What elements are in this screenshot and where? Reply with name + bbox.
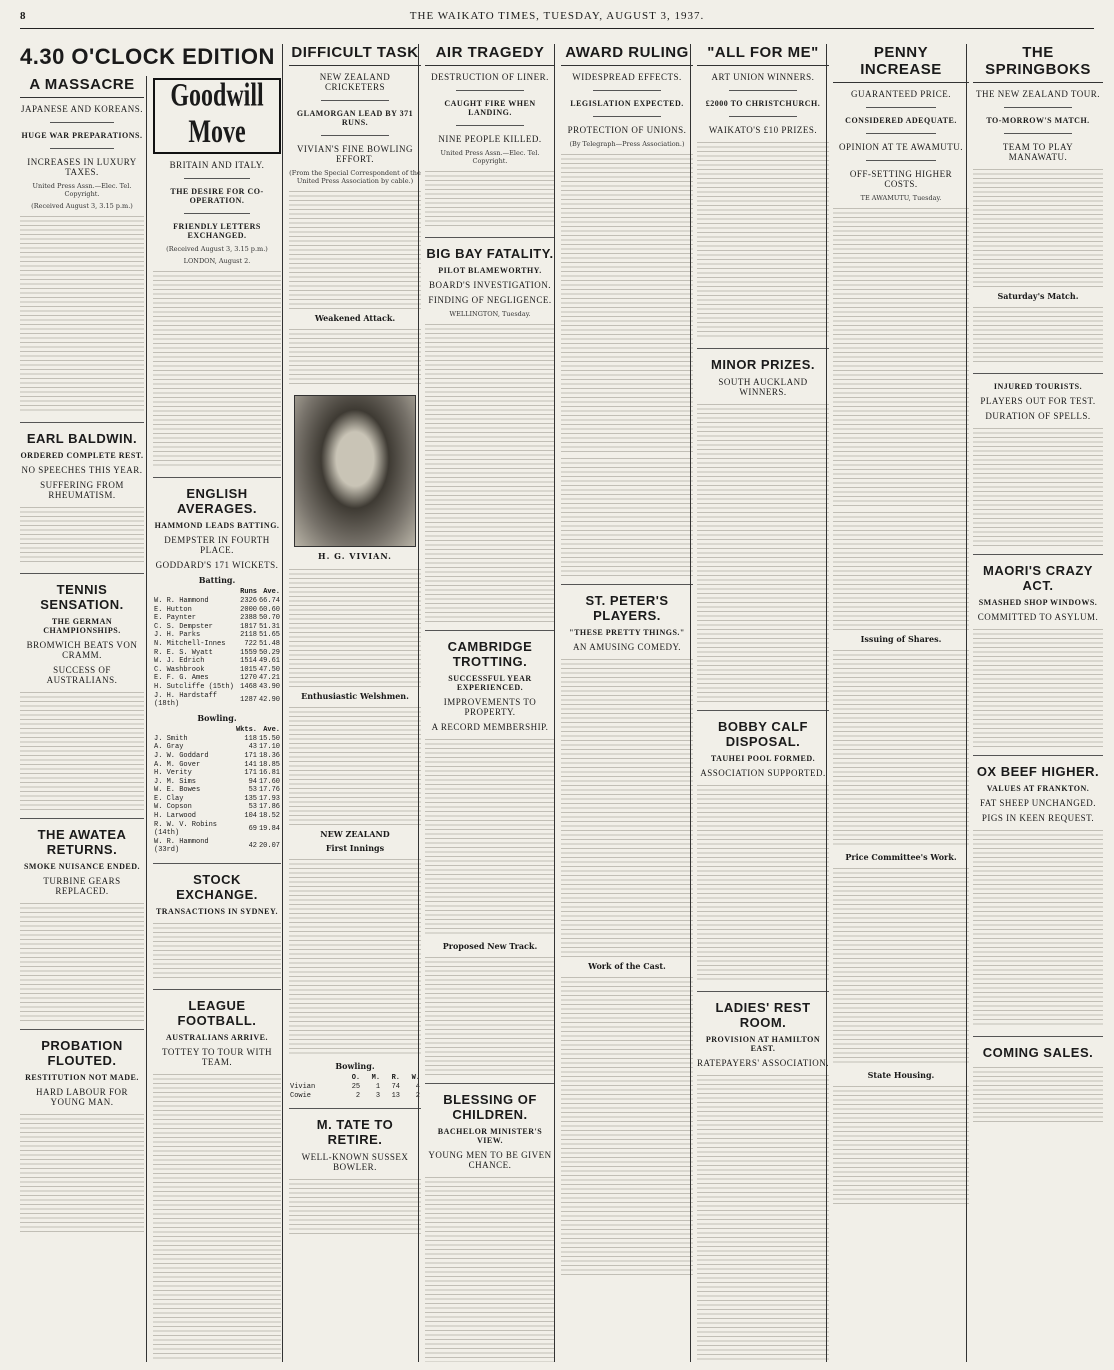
article-body <box>289 567 421 687</box>
article-body <box>153 269 281 469</box>
subhead: TOTTEY TO TOUR WITH TEAM. <box>162 1047 272 1068</box>
stat-cell: 722 <box>244 639 257 648</box>
subhead: "THESE PRETTY THINGS." <box>569 628 685 637</box>
subheading: Enthusiastic Welshmen. <box>301 691 409 701</box>
subhead: FAT SHEEP UNCHANGED. <box>979 798 1097 808</box>
subhead: TEAM TO PLAY MANAWATU. <box>1002 142 1074 162</box>
subhead: IMPROVEMENTS TO PROPERTY. <box>443 697 537 717</box>
subhead: WELL-KNOWN SUSSEX BOWLER. <box>301 1152 409 1173</box>
article-body <box>697 1073 829 1362</box>
headline-english-averages: ENGLISH AVERAGES. <box>176 486 258 516</box>
stat-cell: 50.29 <box>258 648 280 657</box>
subhead: NINE PEOPLE KILLED. <box>438 134 542 144</box>
article-body <box>973 305 1103 365</box>
subhead: £2000 TO CHRISTCHURCH. <box>705 99 821 108</box>
column-award-ruling <box>554 44 693 1362</box>
glamorgan-bowling-table <box>289 1073 421 1100</box>
table-row <box>289 1092 421 1101</box>
article-body <box>425 169 555 229</box>
subhead: INCREASES IN LUXURY TAXES. <box>27 157 137 177</box>
subhead: BACHELOR MINISTER'S VIEW. <box>437 1127 543 1145</box>
headline-baldwin: EARL BALDWIN. <box>26 431 138 446</box>
player-name: Vivian <box>290 1083 316 1091</box>
subhead: GLAMORGAN LEAD BY 371 RUNS. <box>296 109 414 127</box>
table-row <box>153 752 281 761</box>
subhead: JAPANESE AND KOREANS. <box>21 104 143 114</box>
subhead: VIVIAN'S FINE BOWLING EFFORT. <box>296 144 414 164</box>
player-name: W. R. Hammond <box>154 597 209 605</box>
table-row <box>153 761 281 770</box>
stat-cell: 25 <box>351 1083 361 1091</box>
headline-bobby-calf: BOBBY CALF DISPOSAL. <box>718 719 808 749</box>
subhead: NO SPEECHES THIS YEAR. <box>21 465 143 475</box>
headline-st-peters: ST. PETER'S PLAYERS. <box>585 593 669 623</box>
subhead: THE DESIRE FOR CO-OPERATION. <box>170 187 264 205</box>
player-name: R. W. V. Robins (14th) <box>154 820 218 838</box>
photo-caption: H. G. VIVIAN. <box>318 551 392 561</box>
subhead: BROMWICH BEATS VON CRAMM. <box>26 640 138 660</box>
subhead: PILOT BLAMEWORTHY. <box>438 266 542 275</box>
stat-cell: 15.50 <box>258 734 280 743</box>
column-header: Wkts. <box>235 725 257 734</box>
stat-cell: 1287 <box>240 695 257 704</box>
subhead: AUSTRALIANS ARRIVE. <box>166 1033 268 1043</box>
stat-cell: 141 <box>244 760 257 769</box>
bowling-table <box>153 725 281 855</box>
table-row <box>153 743 281 752</box>
subhead: WAIKATO'S £10 PRIZES. <box>708 125 818 135</box>
stat-cell: 13 <box>391 1091 400 1100</box>
stat-cell: 1468 <box>240 682 257 691</box>
stat-cell: 51.48 <box>258 639 280 648</box>
column-header: R. <box>391 1074 400 1082</box>
article-body <box>833 1084 969 1204</box>
stat-cell: 1817 <box>240 622 257 631</box>
stat-cell: 16.81 <box>258 769 280 778</box>
player-name: H. Sutcliffe (15th) <box>154 682 234 691</box>
article-body <box>697 783 829 983</box>
stat-cell: 47.21 <box>258 674 280 683</box>
player-name: R. E. S. Wyatt <box>154 648 213 657</box>
dateline: TE AWAMUTU, Tuesday. <box>860 194 942 202</box>
player-name: A. M. Gover <box>154 760 201 769</box>
headline-big-bay: BIG BAY FATALITY. <box>426 246 554 261</box>
byline: (By Telegraph—Press Association.) <box>569 140 685 148</box>
article-body <box>153 921 281 981</box>
subhead: RESTITUTION NOT MADE. <box>25 1073 139 1082</box>
column-air-tragedy <box>418 44 555 1362</box>
subhead: TRANSACTIONS IN SYDNEY. <box>155 907 279 917</box>
article-body <box>833 510 969 630</box>
stat-cell: 74 <box>391 1083 400 1091</box>
table-row <box>153 597 281 606</box>
subhead: RATEPAYERS' ASSOCIATION. <box>697 1058 829 1068</box>
article-body <box>973 426 1103 546</box>
subhead: A RECORD MEMBERSHIP. <box>431 722 549 732</box>
article-body <box>425 737 555 937</box>
headline-probation: PROBATION FLOUTED. <box>41 1038 123 1068</box>
stat-cell: 1015 <box>240 665 257 674</box>
table-row <box>153 614 281 623</box>
article-body <box>20 214 144 414</box>
article-body <box>561 152 693 452</box>
player-name: W. E. Bowes <box>154 786 201 795</box>
page-number: 8 <box>20 10 26 22</box>
subhead: HUGE WAR PREPARATIONS. <box>21 131 143 140</box>
subhead: SMASHED SHOP WINDOWS. <box>978 598 1098 607</box>
subhead: FINDING OF NEGLIGENCE. <box>428 295 552 305</box>
goodwill-box <box>153 78 281 154</box>
stat-cell: 20.07 <box>258 842 280 851</box>
article-body <box>289 1177 421 1237</box>
article-body <box>973 627 1103 747</box>
table-row <box>153 666 281 675</box>
stat-cell: 43 <box>248 743 257 752</box>
byline: United Press Assn.—Elec. Tel. Copyright. <box>440 149 540 165</box>
player-name: J. H. Hardstaff (18th) <box>154 691 218 709</box>
player-name: C. Washbrook <box>154 665 205 674</box>
player-name: W. J. Edrich <box>154 657 205 666</box>
article-body <box>20 901 144 1021</box>
player-name: H. Larwood <box>154 812 197 821</box>
headline-massacre: A MASSACRE <box>20 76 144 98</box>
subhead: SUCCESS OF AUSTRALIANS. <box>46 665 118 685</box>
headline-awatea: THE AWATEA RETURNS. <box>37 827 127 857</box>
scorecard <box>289 857 421 1057</box>
article-body <box>153 1072 281 1362</box>
stat-cell: 17.76 <box>258 786 280 795</box>
stat-cell: 17.60 <box>258 777 280 786</box>
batting-table <box>153 587 281 709</box>
column-header: O. <box>351 1074 361 1082</box>
byline: (From the Special Correspondent of the United Press Association by cable.) <box>289 169 421 185</box>
headline-award-ruling: AWARD RULING <box>561 44 693 66</box>
player-name: H. Verity <box>154 769 192 778</box>
table-row <box>153 803 281 812</box>
player-name: A. Gray <box>154 743 184 752</box>
player-name: J. Smith <box>154 734 188 743</box>
stat-cell: 118 <box>244 734 257 743</box>
stat-cell: 1270 <box>240 674 257 683</box>
table-row <box>153 795 281 804</box>
article-body <box>20 505 144 565</box>
table-row <box>153 838 281 855</box>
article-body <box>561 975 693 1275</box>
stat-cell: 50.70 <box>258 614 280 623</box>
player-name: E. Paynter <box>154 614 197 623</box>
player-name: Cowie <box>290 1091 312 1100</box>
table-row <box>153 674 281 683</box>
player-name: W. Copson <box>154 803 192 812</box>
article-body <box>697 140 829 340</box>
stat-cell: 19.84 <box>258 824 280 833</box>
column-all-for-me <box>690 44 829 1362</box>
headline-coming-sales: COMING SALES. <box>982 1045 1094 1060</box>
subhead: OPINION AT TE AWAMUTU. <box>839 142 963 152</box>
subheading: Weakened Attack. <box>314 313 396 323</box>
byline: (Received August 3, 3.15 p.m.) <box>31 202 133 210</box>
subheading: Price Committee's Work. <box>845 852 957 862</box>
subheading: Work of the Cast. <box>588 961 666 971</box>
byline: United Press Assn.—Elec. Tel. Copyright. <box>32 182 132 198</box>
subhead: LEGISLATION EXPECTED. <box>570 99 684 108</box>
subhead: COMMITTED TO ASYLUM. <box>977 612 1099 622</box>
stat-cell: 17.86 <box>258 803 280 812</box>
dateline: LONDON, August 2. <box>183 257 251 265</box>
subhead: PROTECTION OF UNIONS. <box>567 125 687 135</box>
stat-cell: 18.52 <box>258 812 280 821</box>
table-row <box>153 735 281 744</box>
subhead: TO-MORROW'S MATCH. <box>986 116 1090 125</box>
stat-cell: 18.36 <box>258 751 280 760</box>
table-row <box>153 769 281 778</box>
subhead: DURATION OF SPELLS. <box>985 411 1091 421</box>
article-body <box>833 206 969 506</box>
masthead <box>20 6 1094 29</box>
table-row <box>153 683 281 692</box>
subhead: GUARANTEED PRICE. <box>851 89 951 99</box>
subhead: CAUGHT FIRE WHEN LANDING. <box>444 99 536 117</box>
column-penny-increase <box>826 44 969 1362</box>
stat-cell: 49.61 <box>258 657 280 666</box>
headline-goodwill: Goodwill Move <box>170 78 264 151</box>
subhead: DESTRUCTION OF LINER. <box>431 72 549 82</box>
article-body <box>425 322 555 622</box>
subhead: BOARD'S INVESTIGATION. <box>428 280 552 290</box>
subhead: TAUHEI POOL FORMED. <box>710 754 816 763</box>
headline-tate: M. TATE TO RETIRE. <box>316 1117 394 1148</box>
article-body <box>973 828 1103 1028</box>
table-row <box>153 786 281 795</box>
stat-cell: 104 <box>244 812 257 821</box>
scorecard-team: NEW ZEALAND <box>320 829 390 839</box>
subhead: ORDERED COMPLETE REST. <box>20 451 144 460</box>
stat-cell: 4 <box>415 1083 420 1091</box>
stat-cell: 18.85 <box>258 760 280 769</box>
subheading: Issuing of Shares. <box>860 634 942 644</box>
subhead: WIDESPREAD EFFECTS. <box>572 72 682 82</box>
bowling-label: Bowling. <box>197 712 237 723</box>
batting-label: Batting. <box>198 575 236 585</box>
article-body <box>20 1112 144 1232</box>
stat-cell: 17.93 <box>258 794 280 803</box>
subhead: HARD LABOUR FOR YOUNG MAN. <box>35 1087 128 1107</box>
table-row <box>153 649 281 658</box>
stat-cell: 66.74 <box>258 597 280 605</box>
player-name: E. Hutton <box>154 605 192 614</box>
headline-blessing: BLESSING OF CHILDREN. <box>443 1092 537 1122</box>
headline-ox-beef: OX BEEF HIGHER. <box>976 764 1100 779</box>
stat-cell: 2118 <box>240 631 257 640</box>
headline-injured-tourists: INJURED TOURISTS. <box>993 382 1083 391</box>
edition-banner: 4.30 O'CLOCK EDITION <box>20 44 275 69</box>
subhead: ASSOCIATION SUPPORTED. <box>700 768 826 778</box>
table-row <box>153 631 281 640</box>
headline-penny-increase: PENNY INCREASE <box>833 44 969 83</box>
article-body <box>289 327 421 387</box>
headline-difficult-task: DIFFICULT TASK <box>289 44 421 66</box>
headline-stock-exchange: STOCK EXCHANGE. <box>176 872 258 903</box>
table-row <box>289 1083 421 1092</box>
headline-all-for-me: "ALL FOR ME" <box>697 44 829 66</box>
table-row <box>153 623 281 632</box>
subhead: OFF-SETTING HIGHER COSTS. <box>849 169 953 189</box>
article-body <box>973 167 1103 287</box>
column-header: Ave. <box>263 725 280 734</box>
subheading: Saturday's Match. <box>997 291 1079 301</box>
stat-cell: 60.60 <box>258 605 280 614</box>
table-row <box>153 657 281 666</box>
column-header: M. <box>371 1074 381 1082</box>
subhead: THE NEW ZEALAND TOUR. <box>976 89 1100 99</box>
stat-cell: 171 <box>244 769 257 778</box>
subhead: SMOKE NUISANCE ENDED. <box>23 862 141 871</box>
stat-cell: 2326 <box>240 597 257 605</box>
subhead: SUCCESSFUL YEAR EXPERIENCED. <box>448 674 532 692</box>
scorecard-innings: First Innings <box>325 843 385 853</box>
table-row <box>153 606 281 615</box>
headline-ladies-rest-room: LADIES' REST ROOM. <box>715 1000 811 1030</box>
stat-cell: 2000 <box>240 605 257 614</box>
column-massacre <box>20 76 144 1362</box>
table-row <box>153 812 281 821</box>
stat-cell: 2 <box>415 1091 420 1100</box>
stat-cell: 2388 <box>240 614 257 623</box>
headline-tennis: TENNIS SENSATION. <box>40 582 124 612</box>
stat-cell: 69 <box>248 824 257 833</box>
subhead: SOUTH AUCKLAND WINNERS. <box>718 377 808 397</box>
subhead: VALUES AT FRANKTON. <box>986 784 1090 793</box>
stat-cell: 1559 <box>240 648 257 657</box>
subhead: HAMMOND LEADS BATTING. <box>154 521 280 530</box>
subhead: CONSIDERED ADEQUATE. <box>845 116 957 125</box>
player-name: E. F. G. Ames <box>154 674 209 683</box>
stat-cell: 135 <box>244 794 257 803</box>
subhead: ART UNION WINNERS. <box>711 72 815 82</box>
headline-air-tragedy: AIR TRAGEDY <box>425 44 555 66</box>
stat-cell: 43.90 <box>258 682 280 691</box>
article-body <box>697 402 829 702</box>
article-body <box>561 456 693 576</box>
headline-maoris-crazy-act: MAORI'S CRAZY ACT. <box>983 563 1093 593</box>
article-body <box>425 1175 555 1362</box>
subheading: State Housing. <box>867 1070 935 1080</box>
player-name: C. S. Dempster <box>154 622 213 631</box>
dateline: WELLINGTON, Tuesday. <box>449 310 531 318</box>
player-name: J. H. Parks <box>154 631 201 640</box>
table-row <box>153 640 281 649</box>
subhead: DEMPSTER IN FOURTH PLACE. <box>164 535 270 555</box>
stat-cell: 51.31 <box>258 622 280 631</box>
player-name: E. Clay <box>154 794 184 803</box>
stat-cell: 47.50 <box>258 665 280 674</box>
subhead: SUFFERING FROM RHEUMATISM. <box>40 480 124 500</box>
article-body <box>973 1065 1103 1125</box>
subhead: THE GERMAN CHAMPIONSHIPS. <box>43 617 121 635</box>
stat-cell: 42 <box>248 842 257 851</box>
table-row <box>153 821 281 838</box>
article-body <box>289 705 421 825</box>
column-header: W. <box>411 1074 420 1082</box>
column-goodwill <box>146 76 281 1362</box>
column-springboks <box>966 44 1103 1362</box>
table-row <box>153 778 281 787</box>
subhead: FRIENDLY LETTERS EXCHANGED. <box>173 222 261 240</box>
player-name: J. W. Goddard <box>154 751 209 760</box>
article-body <box>561 657 693 957</box>
stat-cell: 1514 <box>240 657 257 666</box>
column-header: Ave. <box>263 588 280 596</box>
headline-minor-prizes: MINOR PRIZES. <box>710 357 815 372</box>
stat-cell: 94 <box>248 777 257 786</box>
bowling-label: Bowling. <box>335 1061 375 1071</box>
masthead-title: THE WAIKATO TIMES, TUESDAY, AUGUST 3, 1937. <box>409 10 705 22</box>
subhead: BRITAIN AND ITALY. <box>169 160 265 170</box>
article-body <box>833 648 969 848</box>
subhead: YOUNG MEN TO BE GIVEN CHANCE. <box>428 1150 552 1170</box>
headline-cambridge-trotting: CAMBRIDGE TROTTING. <box>447 639 533 669</box>
article-body <box>289 189 421 309</box>
player-name: J. M. Sims <box>154 777 197 786</box>
subhead: PLAYERS OUT FOR TEST. <box>980 396 1096 406</box>
stat-cell: 2 <box>355 1091 361 1100</box>
subheading: Proposed New Track. <box>442 941 538 951</box>
stat-cell: 3 <box>375 1091 381 1100</box>
subhead: PROVISION AT HAMILTON EAST. <box>705 1035 821 1053</box>
player-name: N. Mitchell-Innes <box>154 639 226 648</box>
column-difficult-task <box>282 44 421 1362</box>
byline: (Received August 3, 3.15 p.m.) <box>166 245 268 253</box>
stat-cell: 53 <box>248 803 257 812</box>
subhead: AN AMUSING COMEDY. <box>572 642 682 652</box>
stat-cell: 1 <box>375 1083 381 1091</box>
stat-cell: 42.90 <box>258 695 280 704</box>
subhead: TURBINE GEARS REPLACED. <box>43 876 121 896</box>
column-header: Runs <box>240 588 257 596</box>
headline-springboks: THE SPRINGBOKS <box>973 44 1103 83</box>
article-body <box>833 866 969 1066</box>
table-row <box>153 692 281 709</box>
subhead: GODDARD'S 171 WICKETS. <box>155 560 279 570</box>
stat-cell: 171 <box>244 751 257 760</box>
stat-cell: 51.65 <box>258 631 280 640</box>
article-body <box>425 955 555 1075</box>
subhead: NEW ZEALAND CRICKETERS <box>319 72 391 92</box>
article-body <box>20 690 144 810</box>
vivian-photo <box>294 395 416 547</box>
stat-cell: 17.10 <box>258 743 280 752</box>
stat-cell: 53 <box>248 786 257 795</box>
headline-league-football: LEAGUE FOOTBALL. <box>177 998 257 1029</box>
subhead: PIGS IN KEEN REQUEST. <box>981 813 1095 823</box>
player-name: W. R. Hammond (33rd) <box>154 837 209 855</box>
